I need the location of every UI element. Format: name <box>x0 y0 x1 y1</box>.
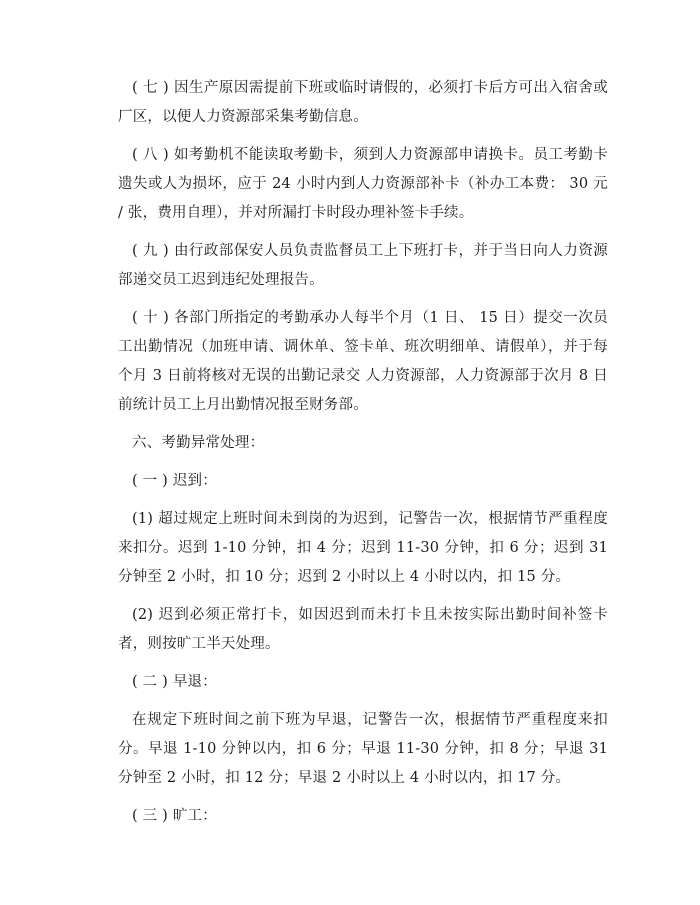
paragraph-clock-out-early-leave: ( 七 ) 因生产原因需提前下班或临时请假的，必须打卡后方可出入宿舍或厂区，以便人力资源部采集考勤信息。 <box>118 80 608 125</box>
paragraph-late-penalties: (1) 超过规定上班时间未到岗的为迟到，记警告一次，根据情节严重程度来扣分。迟到 1-10 分钟，扣 4 分；迟到 11-30 分钟，扣 6 分；迟到 31 分钟至 2 小时，扣 10 分；迟到 2 小时以上 4 小时以内，扣 15 分。 <box>118 511 608 585</box>
paragraph-security-supervision: ( 九 ) 由行政部保安人员负责监督员工上下班打卡，并于当日向人力资源部递交员工迟到违纪处理报告。 <box>118 243 608 288</box>
paragraph-attendance-submission: ( 十 ) 各部门所指定的考勤承办人每半个月（1 日、 15 日）提交一次员工出勤情况（加班申请、调休单、签卡单、班次明细单、请假单），并于每个月 3 日前将核对无误的出勤记录交 人力资源部，人力资源部于次月 8 日前统计员工上月出勤情况报至财务部。 <box>118 310 608 413</box>
subheading-early-leave: ( 二 ) 早退： <box>132 674 217 690</box>
subheading-absenteeism: ( 三 ) 旷工： <box>132 808 217 824</box>
paragraph-late-clock-in: (2) 迟到必须正常打卡，如因迟到而未打卡且未按实际出勤时间补签卡者，则按旷工半天处理。 <box>118 607 608 652</box>
document-body <box>118 74 608 840</box>
paragraph-early-leave-penalties: 在规定下班时间之前下班为早退，记警告一次，根据情节严重程度来扣分。早退 1-10 分钟以内，扣 6 分；早退 11-30 分钟，扣 8 分；早退 31 分钟至 2 小时，扣 12 分；早退 2 小时以上 4 小时以内，扣 17 分。 <box>118 712 608 786</box>
subheading-late-arrival: ( 一 ) 迟到： <box>132 473 217 489</box>
paragraph-card-replacement: ( 八 ) 如考勤机不能读取考勤卡，须到人力资源部申请换卡。员工考勤卡遗失或人为损坏，应于 24 小时内到人力资源部补卡（补办工本费： 30 元 / 张，费用自理），并对所漏打卡时段办理补签卡手续。 <box>118 147 608 221</box>
section-heading-attendance-exceptions: 六、考勤异常处理： <box>132 435 265 451</box>
